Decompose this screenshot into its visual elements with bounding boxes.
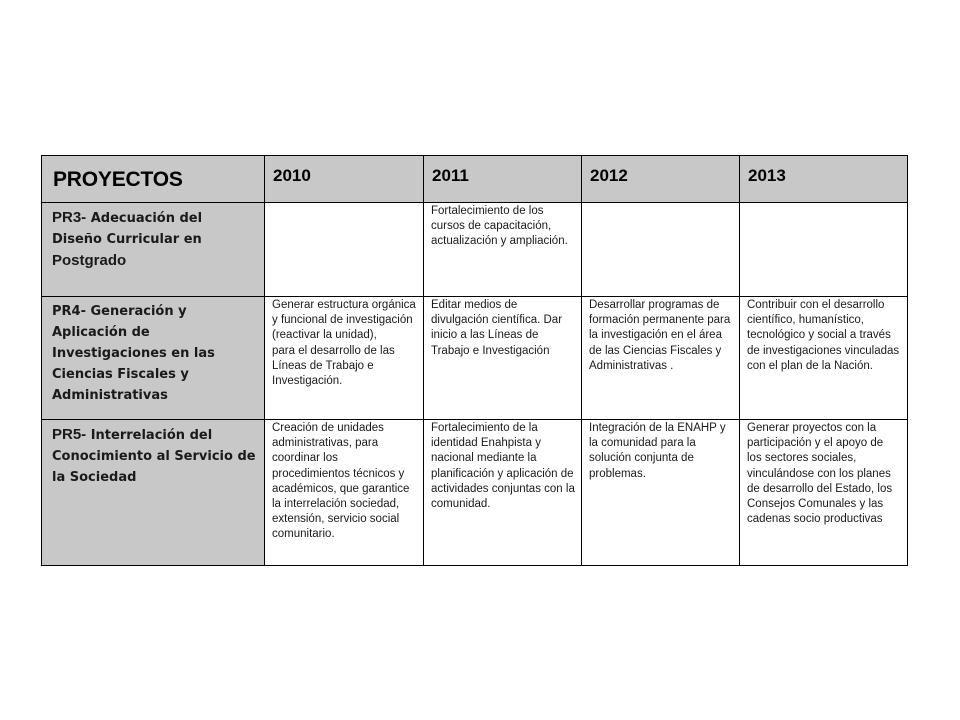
- cell-text: Contribuir con el desarrollo científico, humanístico, tecnológico y social a través de investigaciones vinculadas con el plan de la Nación.: [747, 299, 900, 372]
- table-cell: [265, 420, 424, 566]
- header-year-label: 2012: [590, 166, 628, 185]
- table-cell: [265, 203, 424, 297]
- project-code: PR4-: [52, 304, 86, 319]
- header-projects: [42, 156, 265, 203]
- table-row-pr3: [42, 203, 908, 297]
- cell-text: Desarrollar programas de formación permanente para la investigación en el área de las Ciencias Fiscales y Administrativas .: [589, 299, 731, 372]
- header-year-label: 2013: [748, 166, 786, 185]
- table-cell: [424, 297, 582, 420]
- project-code: PR3-: [52, 209, 87, 226]
- projects-table: [41, 155, 908, 566]
- table-row-pr4: [42, 297, 908, 420]
- project-label-pr4: [42, 297, 265, 420]
- table-cell: [265, 297, 424, 420]
- table-row-pr5: [42, 420, 908, 566]
- project-label-pr5: [42, 420, 265, 566]
- header-year-label: 2010: [273, 166, 311, 185]
- header-year-2010: [265, 156, 424, 203]
- cell-text: [740, 203, 907, 204]
- header-year-2011: [424, 156, 582, 203]
- cell-text: Creación de unidades administrativas, para coordinar los procedimientos técnicos y académicos, que garantice la interrelación sociedad, extensión, servicio social comunitario.: [272, 422, 410, 541]
- table-cell: [740, 297, 908, 420]
- cell-text: Integración de la ENAHP y la comunidad para la solución conjunta de problemas.: [589, 422, 726, 480]
- table-cell: [582, 203, 740, 297]
- project-label-pr3: [42, 203, 265, 297]
- project-code: PR5-: [52, 426, 87, 443]
- table-cell: [582, 420, 740, 566]
- table-header-row: [42, 156, 908, 203]
- table-cell: [582, 297, 740, 420]
- cell-text: [265, 203, 423, 204]
- table-cell: [424, 203, 582, 297]
- table-cell: [740, 203, 908, 297]
- cell-text: [582, 203, 739, 204]
- table-cell: [424, 420, 582, 566]
- header-year-label: 2011: [432, 166, 469, 185]
- header-year-2013: [740, 156, 908, 203]
- header-projects-label: PROYECTOS: [53, 168, 183, 191]
- cell-text: Editar medios de divulgación científica. Dar inicio a las Líneas de Trabajo e Investigación: [431, 299, 563, 357]
- project-name: Adecuación del Diseño Curricular en: [52, 211, 203, 247]
- cell-text: Generar estructura orgánica y funcional de investigación (reactivar la unidad), para el desarrollo de las Líneas de Trabajo e Investigación.: [272, 299, 416, 388]
- project-name-tail: Postgrado: [52, 252, 127, 269]
- cell-text: Generar proyectos con la participación y el apoyo de los sectores sociales, vinculándose con los planes de desarrollo del Estado, los Consejos Comunales y las cadenas socio productivas: [747, 422, 893, 526]
- table-cell: [740, 420, 908, 566]
- project-name: Interrelación del Conocimiento al Servicio de la Sociedad: [52, 428, 256, 485]
- header-year-2012: [582, 156, 740, 203]
- cell-text: Fortalecimiento de la identidad Enahpista y nacional mediante la planificación y aplicación de actividades conjuntas con la comunidad.: [431, 422, 575, 511]
- project-name: Generación y Aplicación de Investigaciones en las Ciencias Fiscales y Administrativas: [52, 304, 215, 403]
- cell-text: Fortalecimiento de los cursos de capacitación, actualización y ampliación.: [431, 205, 568, 248]
